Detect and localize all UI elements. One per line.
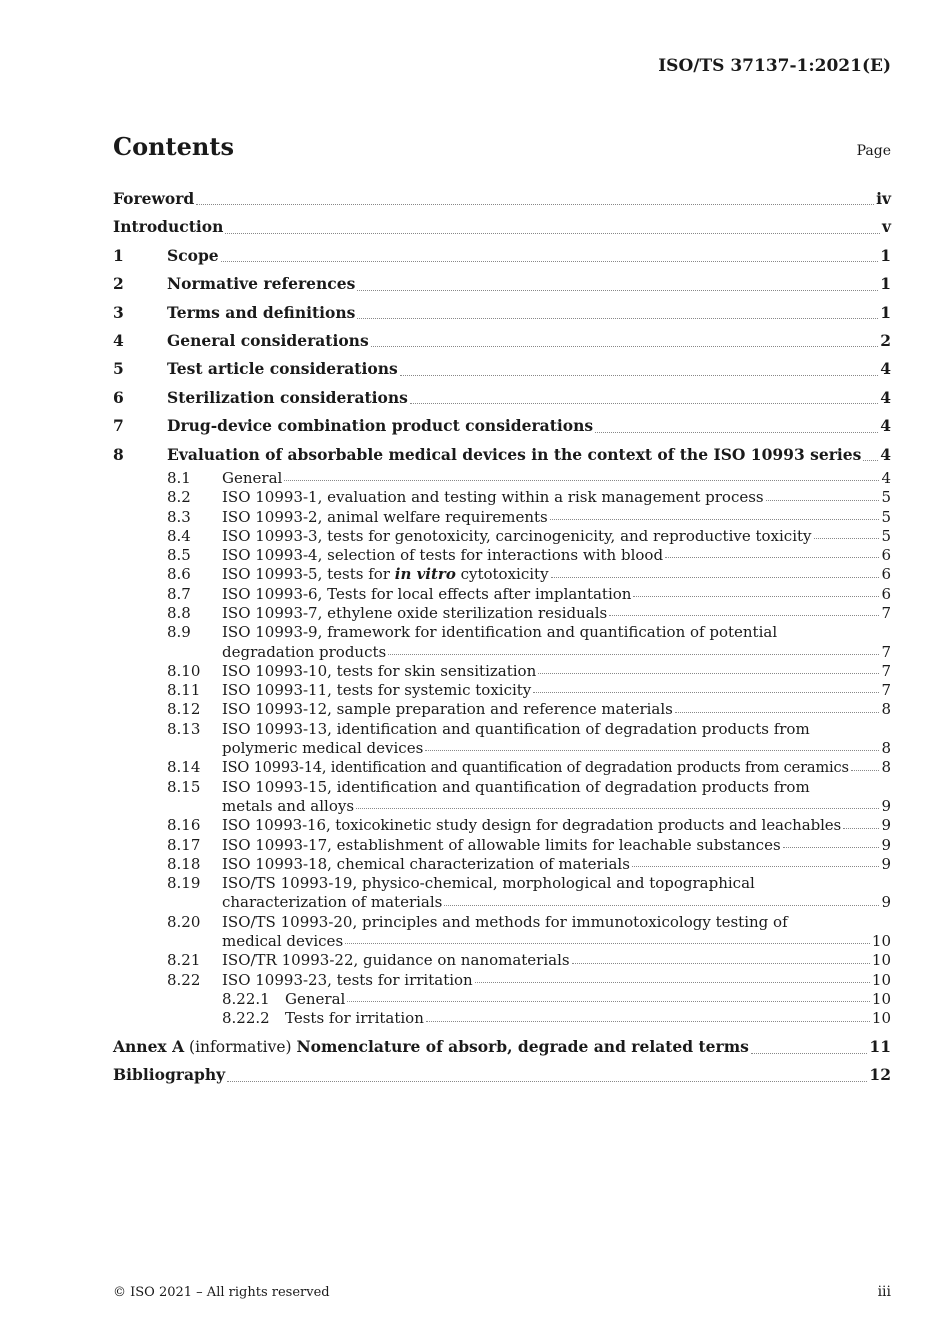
toc-page-number: 10 (871, 1009, 891, 1028)
toc-page-number: 8 (881, 739, 891, 758)
leader-dots (572, 963, 870, 964)
leader-dots (371, 346, 879, 347)
table-of-contents (113, 185, 891, 1089)
toc-page-number: 4 (881, 468, 891, 487)
toc-entry-8-13[interactable] (113, 720, 891, 739)
leader-dots (227, 1081, 867, 1082)
toc-section-number: 8.2 (167, 488, 191, 507)
leader-dots (357, 290, 878, 291)
toc-page-number: 6 (881, 584, 891, 603)
toc-entry-text: ISO/TS 10993-19, physico-chemical, morphological and topographical (222, 874, 755, 893)
page-column-label: Page (856, 143, 891, 159)
toc-section-number: 5 (113, 359, 124, 379)
toc-entry-text (113, 1033, 749, 1061)
toc-entry-8-5[interactable] (113, 546, 891, 565)
leader-dots (475, 982, 870, 983)
annex-label: Annex A (113, 1036, 185, 1056)
toc-entry-8-8[interactable] (113, 604, 891, 623)
toc-entry-text: Foreword (113, 189, 195, 208)
toc-entry-text: medical devices (222, 932, 344, 951)
toc-entry-text: ISO 10993-23, tests for irritation (222, 970, 473, 989)
toc-section-number: 8.22.1 (222, 989, 270, 1008)
toc-entry-8-10[interactable] (113, 662, 891, 681)
toc-entry-text: polymeric medical devices (222, 739, 424, 758)
toc-entry-text: ISO 10993-11, tests for systemic toxicity (222, 681, 532, 700)
toc-page-number: 12 (869, 1064, 891, 1084)
toc-entry-text: ISO 10993-9, framework for identification and quantification of potential (222, 623, 778, 642)
toc-section-number: 2 (113, 274, 124, 294)
leader-dots (766, 500, 880, 501)
toc-section-number: 8.14 (167, 758, 201, 777)
toc-section-number: 8.18 (167, 854, 201, 873)
toc-page-number: 10 (871, 951, 891, 970)
toc-page-number: 9 (881, 854, 891, 873)
toc-entry-text: ISO 10993-10, tests for skin sensitization (222, 661, 537, 680)
toc-entry-3[interactable] (113, 299, 891, 327)
toc-entry-text: General (285, 989, 346, 1008)
toc-entry-8-17[interactable] (113, 836, 891, 855)
toc-section-number: 8.20 (167, 912, 201, 931)
toc-section-number: 8.9 (167, 623, 191, 642)
leader-dots (783, 847, 880, 848)
toc-entry-8-12[interactable] (113, 700, 891, 719)
leader-dots (550, 519, 880, 520)
toc-entry-text: ISO/TS 10993-20, principles and methods for immunotoxicology testing of (222, 912, 788, 931)
toc-page-number: 5 (881, 488, 891, 507)
toc-section-number: 8.22 (167, 970, 201, 989)
toc-entry-1[interactable] (113, 242, 891, 270)
toc-entry-text: ISO 10993-1, evaluation and testing within a risk management process (222, 488, 764, 507)
leader-dots (751, 1053, 868, 1054)
toc-page-number: 6 (881, 546, 891, 565)
footer-copyright: © ISO 2021 – All rights reserved (113, 1285, 330, 1300)
toc-entry-8-1[interactable] (113, 469, 891, 488)
toc-section-number: 8 (113, 444, 124, 464)
page-title: Contents (113, 132, 234, 161)
toc-section-number: 8.15 (167, 777, 201, 796)
toc-entry-text: ISO 10993-7, ethylene oxide sterilization residuals (222, 603, 608, 622)
toc-page-number: 10 (871, 970, 891, 989)
toc-page-number: 8 (881, 758, 891, 777)
toc-entry-8-22-2[interactable] (113, 1009, 891, 1028)
leader-dots (225, 233, 880, 234)
toc-entry-8-18[interactable] (113, 855, 891, 874)
toc-section-number: 8.13 (167, 719, 201, 738)
leader-dots (444, 905, 879, 906)
leader-dots (814, 538, 880, 539)
leader-dots (665, 557, 879, 558)
leader-dots (851, 770, 880, 771)
toc-page-number: 1 (880, 302, 891, 322)
toc-entry-8-19-continued[interactable] (113, 893, 891, 912)
toc-entry-5[interactable] (113, 355, 891, 383)
toc-section-number: 8.8 (167, 603, 191, 622)
leader-dots (426, 1021, 870, 1022)
toc-page-number: 4 (880, 387, 891, 407)
toc-section-number: 8.16 (167, 816, 201, 835)
toc-entry-text: ISO 10993-15, identification and quantification of degradation products from (222, 777, 810, 796)
toc-entry-text: Drug-device combination product considerations (167, 416, 594, 436)
toc-section-number: 8.17 (167, 835, 201, 854)
toc-page-number: 5 (881, 526, 891, 545)
toc-page-number: 9 (881, 816, 891, 835)
toc-section-number: 8.21 (167, 951, 201, 970)
toc-section-number: 8.10 (167, 661, 201, 680)
leader-dots (400, 375, 879, 376)
toc-entry-text: ISO 10993-13, identification and quantification of degradation products from (222, 719, 810, 738)
leader-dots (595, 432, 878, 433)
toc-entry-text: Evaluation of absorbable medical devices in the context of the ISO 10993 series (167, 444, 862, 464)
toc-page-number: 1 (880, 274, 891, 294)
toc-entry-8-7[interactable] (113, 585, 891, 604)
toc-entry-8-15-continued[interactable] (113, 797, 891, 816)
leader-dots (345, 943, 870, 944)
toc-entry-foreword[interactable] (113, 185, 891, 213)
toc-entry-8-19[interactable] (113, 874, 891, 893)
toc-section-number: 6 (113, 387, 124, 407)
toc-entry-text: Introduction (113, 217, 224, 237)
toc-entry-bibliography[interactable] (113, 1061, 891, 1089)
leader-dots (632, 866, 880, 867)
toc-entry-8-20[interactable] (113, 913, 891, 932)
toc-entry-text: ISO 10993-12, sample preparation and reference materials (222, 700, 673, 719)
toc-section-number: 8.1 (167, 468, 191, 487)
toc-entry-text: Tests for irritation (285, 1009, 424, 1028)
toc-page-number: 4 (880, 359, 891, 379)
leader-dots (357, 318, 878, 319)
toc-entry-text: General considerations (167, 330, 369, 350)
toc-page-number: 4 (880, 444, 891, 464)
toc-entry-text: ISO 10993-14, identification and quantification of degradation products from ceramics (222, 759, 849, 777)
toc-entry-8-20-continued[interactable] (113, 932, 891, 951)
toc-page-number: 11 (869, 1036, 891, 1056)
toc-page-number: 6 (881, 565, 891, 584)
toc-entry-text: Test article considerations (167, 359, 398, 379)
toc-page-number: 7 (881, 661, 891, 680)
toc-entry-8-3[interactable] (113, 508, 891, 527)
document-id: ISO/TS 37137-1:2021(E) (658, 56, 891, 76)
leader-dots (609, 615, 879, 616)
toc-entry-text: Terms and definitions (167, 302, 356, 322)
toc-page-number: v (881, 217, 891, 237)
footer-page-number: iii (877, 1284, 891, 1300)
toc-entry-text: ISO 10993-6, Tests for local effects after implantation (222, 584, 632, 603)
toc-entry-text: ISO 10993-16, toxicokinetic study design for degradation products and leachables (222, 816, 842, 835)
toc-entry-text: ISO 10993-17, establishment of allowable limits for leachable substances (222, 835, 781, 854)
toc-entry-text: characterization of materials (222, 893, 443, 912)
toc-page-number: iv (876, 189, 891, 208)
toc-section-number: 8.5 (167, 546, 191, 565)
toc-entry-text: Bibliography (113, 1064, 226, 1084)
toc-entry-8-21[interactable] (113, 951, 891, 970)
annex-title: Nomenclature of absorb, degrade and related terms (296, 1036, 749, 1056)
leader-dots (633, 596, 879, 597)
toc-entry-8-11[interactable] (113, 681, 891, 700)
toc-entry-text: Normative references (167, 274, 356, 294)
leader-dots (284, 480, 879, 481)
toc-page-number: 5 (881, 507, 891, 526)
toc-entry-text: ISO 10993-3, tests for genotoxicity, carcinogenicity, and reproductive toxicity (222, 526, 812, 545)
toc-entry-8-14[interactable] (113, 758, 891, 777)
toc-entry-8-22[interactable] (113, 971, 891, 990)
toc-section-number: 8.4 (167, 526, 191, 545)
toc-entry-8-16[interactable] (113, 816, 891, 835)
toc-entry-text: ISO 10993-4, selection of tests for interactions with blood (222, 546, 664, 565)
leader-dots (425, 750, 879, 751)
toc-entry-8-9-continued[interactable] (113, 643, 891, 662)
annex-note: (informative) (184, 1037, 297, 1056)
toc-page-number: 4 (880, 416, 891, 436)
leader-dots (863, 460, 878, 461)
toc-entry-6[interactable] (113, 384, 891, 412)
toc-entry-text (222, 565, 549, 584)
toc-entry-8-4[interactable] (113, 527, 891, 546)
toc-entry-8-9[interactable] (113, 623, 891, 642)
toc-entry-introduction[interactable] (113, 213, 891, 241)
toc-entry-text: ISO 10993-2, animal welfare requirements (222, 507, 548, 526)
toc-section-number: 7 (113, 416, 124, 436)
toc-page-number: 10 (871, 989, 891, 1008)
toc-entry-8-22-1[interactable] (113, 990, 891, 1009)
toc-entry-8-2[interactable] (113, 488, 891, 507)
toc-entry-text: ISO/TR 10993-22, guidance on nanomaterials (222, 951, 570, 970)
toc-entry-7[interactable] (113, 412, 891, 440)
toc-entry-8[interactable] (113, 441, 891, 469)
toc-entry-text: Sterilization considerations (167, 387, 408, 407)
toc-text-part: cytotoxicity (455, 565, 549, 584)
toc-entry-8-13-continued[interactable] (113, 739, 891, 758)
toc-entry-annex-a[interactable] (113, 1033, 891, 1061)
toc-entry-text: metals and alloys (222, 796, 355, 815)
toc-page-number: 8 (881, 700, 891, 719)
toc-section-number: 8.22.2 (222, 1009, 270, 1028)
toc-section-number: 8.11 (167, 681, 201, 700)
toc-entry-text: degradation products (222, 642, 387, 661)
toc-text-emphasis: in vitro (394, 565, 456, 584)
toc-page-number: 9 (881, 835, 891, 854)
toc-page-number: 7 (881, 603, 891, 622)
toc-entry-8-15[interactable] (113, 778, 891, 797)
leader-dots (347, 1001, 870, 1002)
leader-dots (538, 673, 879, 674)
toc-page-number: 7 (881, 642, 891, 661)
toc-page-number: 10 (871, 932, 891, 951)
leader-dots (675, 712, 880, 713)
toc-page-number: 7 (881, 681, 891, 700)
toc-text-part: ISO 10993-5, tests for (222, 565, 395, 584)
toc-entry-8-6[interactable] (113, 565, 891, 584)
toc-section-number: 8.7 (167, 584, 191, 603)
toc-section-number: 1 (113, 245, 124, 265)
leader-dots (356, 808, 879, 809)
toc-section-number: 8.12 (167, 700, 201, 719)
toc-page-number: 9 (881, 796, 891, 815)
leader-dots (388, 654, 879, 655)
leader-dots (410, 403, 878, 404)
toc-page-number: 9 (881, 893, 891, 912)
toc-page-number: 1 (880, 245, 891, 265)
leader-dots (551, 577, 880, 578)
toc-entry-4[interactable] (113, 327, 891, 355)
toc-entry-text: ISO 10993-18, chemical characterization of materials (222, 854, 630, 873)
toc-section-number: 4 (113, 330, 124, 350)
leader-dots (221, 261, 879, 262)
leader-dots (533, 692, 879, 693)
toc-entry-2[interactable] (113, 270, 891, 298)
toc-page-number: 2 (880, 330, 891, 350)
leader-dots (196, 204, 874, 205)
toc-entry-text: Scope (167, 245, 219, 265)
toc-section-number: 8.6 (167, 565, 191, 584)
toc-section-number: 8.19 (167, 874, 201, 893)
toc-section-number: 8.3 (167, 507, 191, 526)
toc-section-number: 3 (113, 302, 124, 322)
toc-entry-text: General (222, 468, 283, 487)
leader-dots (843, 828, 879, 829)
